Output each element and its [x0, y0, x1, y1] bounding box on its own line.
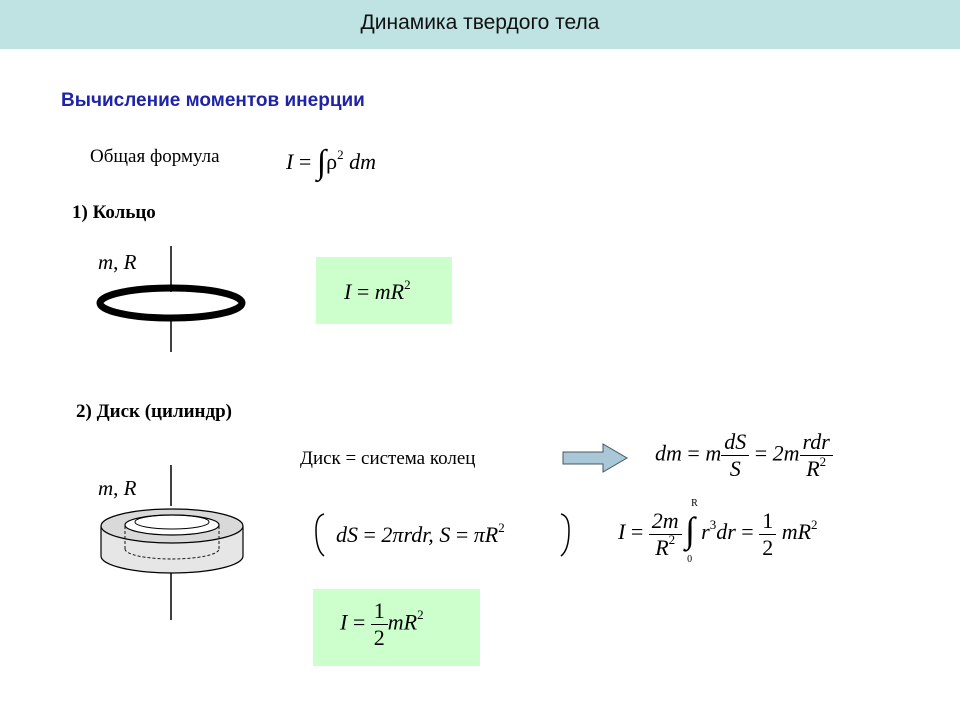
ii-half-num: 1 [759, 508, 776, 535]
ii-half [759, 508, 776, 561]
dm-den2: R [806, 456, 820, 481]
ds-part1-rhs: 2πrdr, [381, 522, 434, 547]
disk-result-body: mR [387, 609, 418, 635]
formula-rho: ρ [326, 149, 338, 174]
ii-fraction [649, 508, 682, 561]
disk-result-eq: = [352, 609, 366, 635]
disk-result-formula [340, 598, 424, 651]
ring-result-eq: = [356, 279, 370, 304]
ii-lower: 0 [687, 554, 693, 565]
ring-result-lhs: I [344, 279, 352, 304]
formula-eq: = [298, 149, 312, 174]
ds-eq1: = [363, 522, 376, 547]
ii-integral-wrap [685, 498, 701, 565]
ring-result-power: 2 [404, 276, 411, 292]
page-title: Динамика твердого тела [360, 11, 600, 34]
formula-lhs: I [286, 149, 294, 174]
dm-eq1: = [687, 440, 700, 466]
disk-system-text: Диск = система колец [300, 448, 476, 469]
i-integral-formula [618, 498, 818, 565]
disk-param-r: R [123, 476, 137, 500]
dm-coef: 2m [772, 440, 800, 466]
ii-upper: R [691, 498, 698, 509]
dm-den2-power: 2 [819, 453, 827, 469]
ii-num: 2m [649, 508, 682, 535]
dm-num1: dS [721, 429, 749, 456]
ii-dr: dr [716, 519, 736, 545]
ii-integrand: r [701, 519, 710, 545]
dm-lhs: dm [655, 440, 682, 466]
ii-integral-sign: ∫ [685, 510, 696, 550]
ii-eq2: = [741, 519, 754, 545]
ii-lhs: I [618, 519, 626, 545]
ring-heading: 1) Кольцо [72, 202, 156, 223]
ii-den: R [655, 534, 669, 560]
ds-formula [336, 519, 505, 548]
ring-param-m: m [98, 250, 114, 274]
disk-result-lhs: I [340, 609, 348, 635]
disk-heading: 2) Диск (цилиндр) [76, 401, 233, 422]
ring-param-sep: , [113, 250, 119, 274]
ii-tail-power: 2 [811, 516, 818, 532]
formula-power: 2 [337, 146, 344, 162]
ii-eq1: = [630, 519, 644, 545]
disk-param-sep: , [113, 476, 119, 500]
ds-eq2: = [455, 522, 469, 547]
ii-den-power: 2 [668, 532, 676, 548]
disk-result-num: 1 [371, 598, 388, 625]
ii-den-wrap [652, 532, 678, 561]
ii-tail: mR [781, 519, 812, 545]
ring-param-r: R [123, 250, 137, 274]
integral-sign: ∫ [316, 144, 327, 181]
ds-power: 2 [498, 519, 505, 535]
ds-part2-rhs: πR [473, 522, 499, 547]
disk-result-power: 2 [417, 607, 424, 623]
general-formula-label: Общая формула [90, 146, 220, 167]
dm-eq2: = [754, 440, 768, 466]
ii-integrand-power: 3 [709, 516, 717, 532]
section-title: Вычисление моментов инерции [61, 90, 365, 111]
disk-result-den: 2 [373, 625, 385, 650]
ring-result-body: mR [374, 279, 405, 304]
dm-den1: S [729, 456, 741, 481]
ds-part1: dS [336, 522, 358, 547]
dm-m: m [705, 440, 722, 466]
dm-num2: rdr [800, 429, 833, 456]
disk-param-m: m [98, 476, 114, 500]
ii-half-den: 2 [762, 534, 774, 560]
disk-result-fraction [371, 598, 388, 651]
ds-part2: S [439, 522, 451, 547]
formula-dm: dm [349, 149, 376, 174]
